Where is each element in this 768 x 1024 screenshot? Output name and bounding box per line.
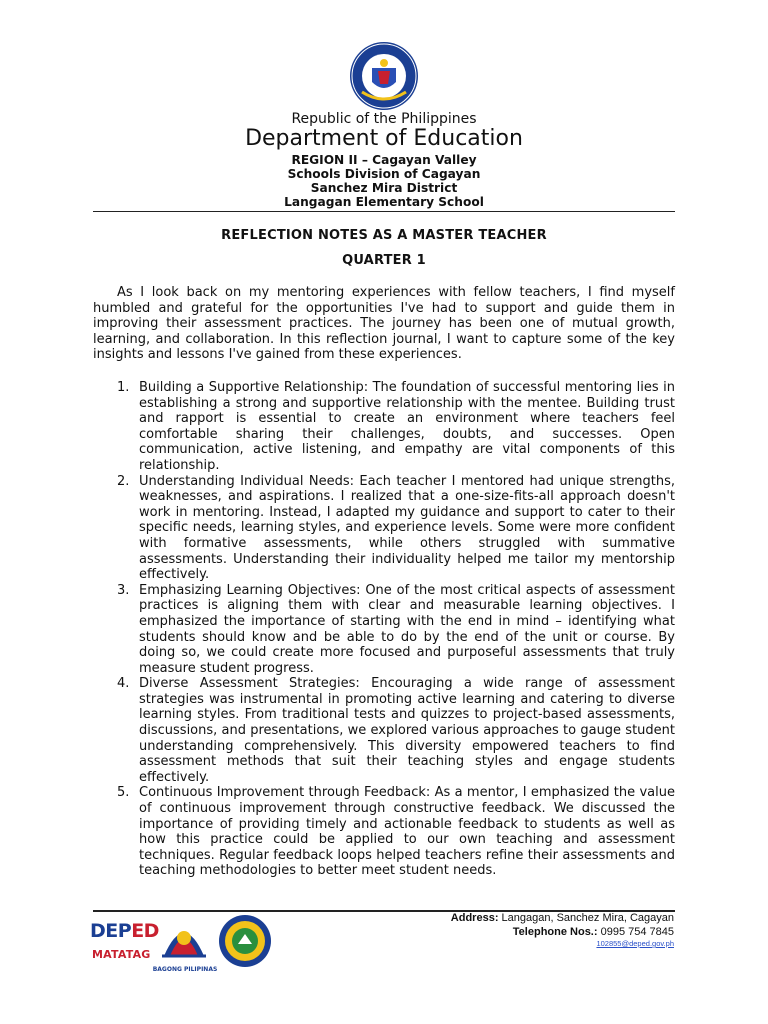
list-number: 5.: [117, 785, 130, 801]
list-number: 1.: [117, 380, 130, 395]
list-number: 3.: [117, 582, 130, 598]
list-item: [93, 474, 675, 583]
list-item: [93, 785, 675, 879]
list-text: Understanding Individual Needs: Each teacher I mentored had unique strengths, weaknesses, and aspirations. I realized that a one-size-fits-all approach doesn't work in mentoring. Instead, I adapted my guidance and support to cater to their specific needs, learning styles, and experience levels. Some were more confident with formative assessments, while others struggled with summative assessments. Understanding their individuality helped me tailor my mentorship effectively.: [139, 473, 675, 583]
region-label: REGION II – Cagayan Valley: [291, 153, 477, 167]
district-label: Sanchez Mira District: [310, 181, 458, 195]
list-item: [93, 380, 675, 474]
division-label: Schools Division of Cagayan: [287, 167, 481, 181]
list-text: Diverse Assessment Strategies: Encouraging a wide range of assessment strategies was instrumental in promoting active learning and catering to diverse learning styles. From traditional tests and quizzes to project-based assessments, discussions, and presentations, we explored various approaches to gauge student understanding comprehensively. This diversity empowered teachers to find assessment methods that suit their teaching styles and engage students effectively.: [139, 676, 675, 785]
list-number: 2.: [117, 473, 130, 489]
list-text: Continuous Improvement through Feedback: As a mentor, I emphasized the value of continuous improvement through constructive feedback. We discussed the importance of providing timely and actionable feedback to students as well as how this practice could be applied to our own teaching and assessment techniques. Regular feedback loops helped teachers refine their assessments and teaching methodologies to better meet student needs.: [139, 785, 675, 879]
list-text: Building a Supportive Relationship: The foundation of successful mentoring lies in establishing a strong and supportive relationship with the mentee. Building trust and rapport is essential to create an environment where teachers feel comfortable sharing their challenges, doubts, and successes. Open communication, active listening, and empathy are vital components of this relationship.: [139, 380, 675, 473]
deped-logo: DEPED: [90, 920, 159, 942]
email-link[interactable]: 102855@deped.gov.ph: [596, 939, 674, 948]
header-divider: [93, 211, 675, 212]
school-label: Langagan Elementary School: [284, 195, 484, 209]
phone-line: Telephone Nos.: 0995 754 7845: [512, 926, 674, 938]
contact-block: [451, 912, 674, 949]
list-item: [93, 583, 675, 677]
deped-seal-icon: [348, 40, 420, 112]
republic-label: Republic of the Philippines: [291, 111, 477, 127]
address-line: Address: Langagan, Sanchez Mira, Cagayan: [450, 912, 674, 924]
bagong-pilipinas-icon: [158, 916, 210, 962]
list-text: Emphasizing Learning Objectives: One of the most critical aspects of assessment practices is aligning them with clear and measurable learning objectives. I emphasized the importance of starting with the end in mind – identifying what students should know and be able to do by the end of the unit or course. By doing so, we could create more focused and purposeful assessments that truly measure student progress.: [139, 582, 675, 676]
document-title: REFLECTION NOTES AS A MASTER TEACHER: [221, 228, 547, 243]
bagong-pilipinas-label: BAGONG PILIPINAS: [152, 966, 218, 973]
school-seal-icon: [218, 914, 272, 968]
matatag-logo: MATATAG: [92, 948, 151, 961]
quarter-label: QUARTER 1: [342, 253, 426, 268]
reflection-list: [93, 380, 675, 879]
list-item: [93, 676, 675, 785]
department-name: Department of Education: [245, 126, 523, 151]
intro-paragraph: As I look back on my mentoring experiences with fellow teachers, I find myself humbled and grateful for the opportunities I've had to support and guide them in improving their assessment practices. The journey has been one of mutual growth, learning, and collaboration. In this reflection journal, I want to capture some of the key insights and lessons I've gained from these experiences.: [93, 285, 675, 363]
list-number: 4.: [117, 676, 130, 692]
